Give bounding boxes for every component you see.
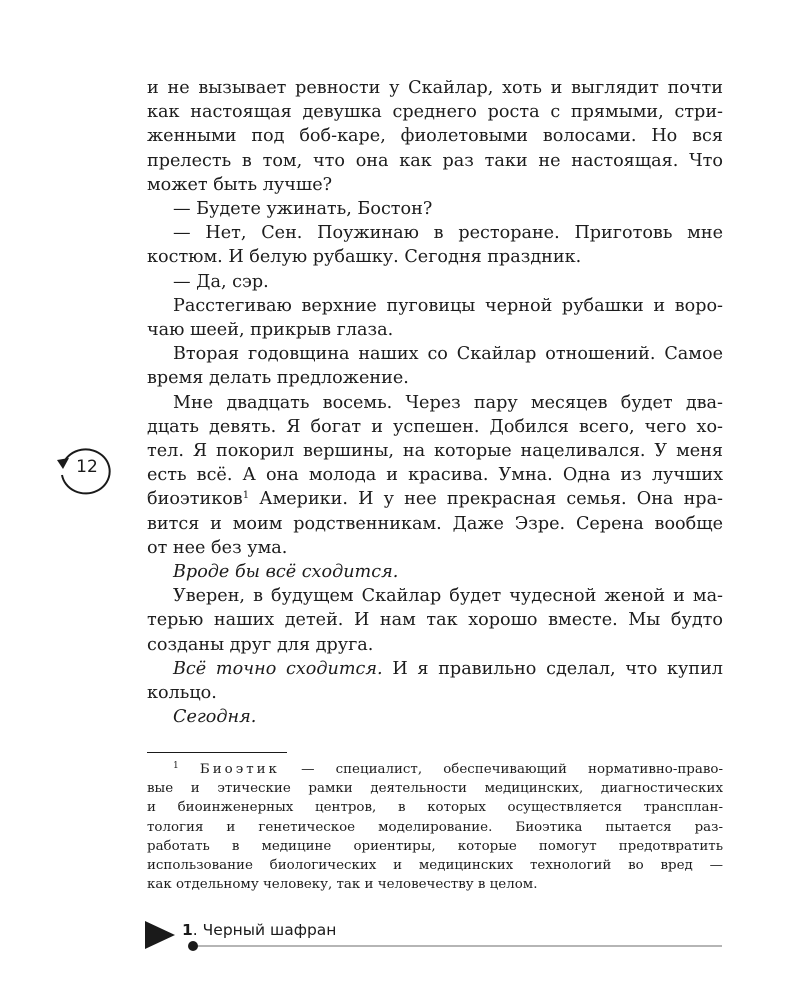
footnote-divider <box>147 752 287 753</box>
text-line: созданы друг для друга. <box>147 634 374 655</box>
text-line: и не вызывает ревности у Скайлар, хоть и выглядит почти <box>147 78 723 98</box>
paragraph <box>147 391 723 560</box>
paragraph <box>147 584 723 657</box>
text-line: может быть лучше? <box>147 174 333 195</box>
paragraph <box>147 221 723 269</box>
text-line: женными под боб-каре, фиолетовыми волосами. Но вся <box>147 126 723 147</box>
paragraph <box>147 705 723 729</box>
body-text <box>147 76 723 729</box>
chapter-title <box>182 921 336 939</box>
footnote-line: использование биологических и медицинских технологий во вред — <box>147 858 723 874</box>
text-line: как настоящая девушка среднего роста с прямыми, стри- <box>147 102 723 123</box>
paragraph <box>147 342 723 390</box>
italic-line: Сегодня. <box>173 707 257 728</box>
text-line <box>147 487 723 511</box>
italic-segment: Всё точно сходится. <box>173 658 383 679</box>
footnote-ref[interactable]: 1 <box>242 490 250 502</box>
text-line <box>147 657 723 681</box>
paragraph <box>147 270 723 294</box>
footnote-anchor-word: биоэтиков <box>147 489 243 510</box>
text-line: кольцо. <box>147 683 217 704</box>
paragraph <box>147 560 723 584</box>
dialogue-line: — Будете ужинать, Бостон? <box>173 199 433 220</box>
footnote-line <box>147 760 723 779</box>
progress-track <box>194 945 722 947</box>
text-line: от нее без ума. <box>147 537 288 558</box>
footnote-line: и биоинженерных центров, в которых осуществляется трансплан- <box>147 800 723 816</box>
text-line: время делать предложение. <box>147 368 409 389</box>
text-segment: — специалист, обеспечивающий нормативно-право- <box>279 762 723 777</box>
text-segment: И я правильно сделал, что купил <box>382 658 723 679</box>
text-line: прелесть в том, что она как раз таки не настоящая. Что <box>147 150 723 171</box>
footnote-line: как отдельному человеку, так и человечеству в целом. <box>147 877 538 893</box>
footnote-line: работать в медицине ориентиры, которые помогут предотвратить <box>147 838 723 854</box>
text-line: терью наших детей. И нам так хорошо вместе. Мы будто <box>147 610 723 631</box>
paragraph <box>147 294 723 342</box>
footnote-line: тология и генетическое моделирование. Биоэтика пытается раз- <box>147 819 723 835</box>
text-line: Уверен, в будущем Скайлар будет чудесной женой и ма- <box>173 586 723 607</box>
running-footer <box>145 917 725 957</box>
text-segment: Америки. И у нее прекрасная семья. Она нра- <box>249 489 723 510</box>
text-line: Расстегиваю верхние пуговицы черной рубашки и воро- <box>173 295 723 316</box>
text-line: Вторая годовщина наших со Скайлар отношений. Самое <box>173 344 723 365</box>
chapter-number: 1 <box>182 921 193 939</box>
footnote-term: Биоэтик <box>199 762 280 777</box>
chapter-name: . Черный шафран <box>192 921 337 939</box>
footnote-mark: 1 <box>173 761 179 771</box>
page-number: 12 <box>76 457 98 477</box>
text-line: Мне двадцать восемь. Через пару месяцев будет два- <box>173 392 723 413</box>
paragraph <box>147 76 723 197</box>
page-number-marker <box>55 444 117 496</box>
progress-dot <box>188 941 198 951</box>
footnote <box>147 760 723 894</box>
text-line: дцать девять. Я богат и успешен. Добился всего, чего хо- <box>147 416 723 437</box>
text-line: чаю шеей, прикрыв глаза. <box>147 320 394 341</box>
dialogue-line: — Нет, Сен. Поужинаю в ресторане. Приготовь мне <box>173 223 723 244</box>
text-line: вится и моим родственникам. Даже Эзре. Серена вообще <box>147 513 723 534</box>
play-arrow-icon <box>145 921 175 949</box>
text-line: костюм. И белую рубашку. Сегодня праздник. <box>147 247 582 268</box>
text-line: тел. Я покорил вершины, на которые нацеливался. У меня <box>147 441 723 462</box>
text-line: есть всё. А она молода и красива. Умна. Одна из лучших <box>147 465 723 486</box>
paragraph <box>147 657 723 705</box>
italic-line: Вроде бы всё сходится. <box>173 562 399 583</box>
footnote-line: вые и этические рамки деятельности медицинских, диагностических <box>147 781 723 797</box>
paragraph <box>147 197 723 221</box>
dialogue-line: — Да, сэр. <box>173 271 269 292</box>
